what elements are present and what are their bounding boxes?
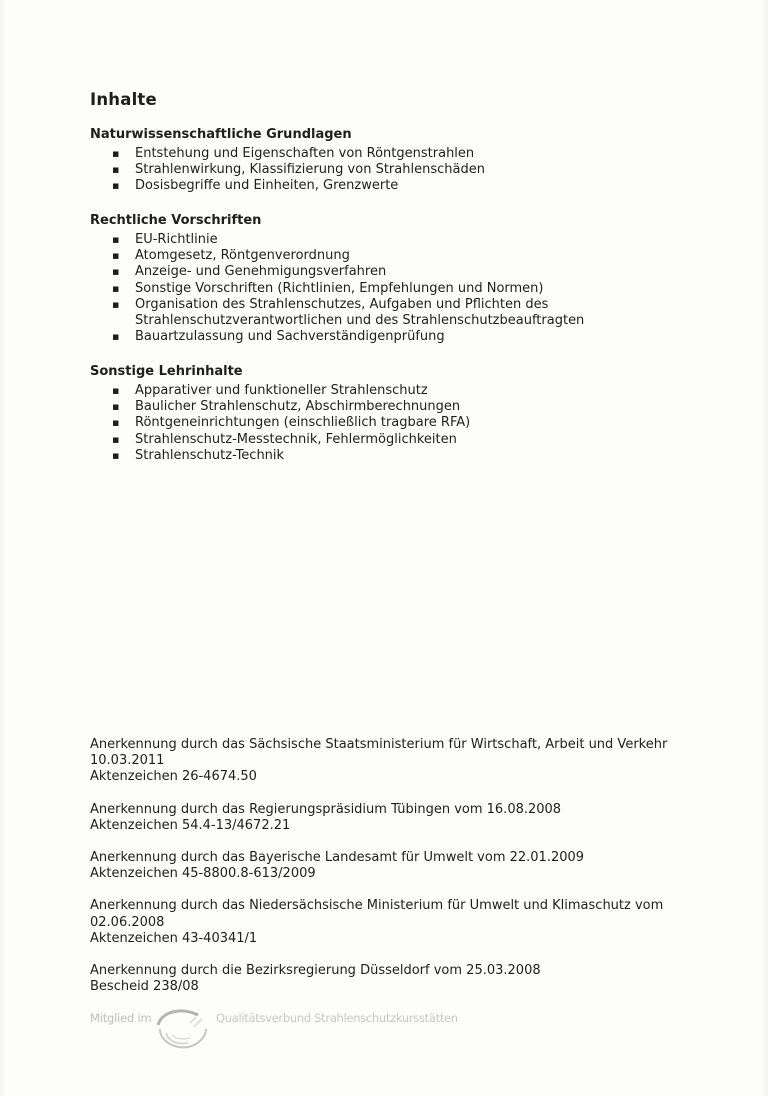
list-item-text: Bauartzulassung und Sachverständigenprüfung	[135, 329, 445, 345]
section-sonstige-lehrinhalte	[90, 364, 730, 464]
list-item-text: Sonstige Vorschriften (Richtlinien, Empfehlungen und Normen)	[135, 280, 544, 296]
list-item	[90, 146, 730, 162]
list-item-text: Organisation des Strahlenschutzes, Aufgaben und Pflichten des	[135, 296, 549, 312]
recognition-line: Aktenzeichen 26-4674.50	[90, 769, 257, 785]
list-item	[90, 383, 730, 399]
list-item	[90, 248, 730, 264]
page-title: Inhalte	[90, 90, 157, 109]
bullet-icon: ▪	[112, 384, 120, 397]
quality-association-logo-icon	[152, 1003, 214, 1051]
recognition-line: Anerkennung durch das Niedersächsische Ministerium für Umwelt und Klimaschutz vom	[90, 898, 664, 914]
membership-organization: Qualitätsverbund Strahlenschutzkursstätten	[216, 1011, 458, 1025]
bullet-icon: ▪	[112, 265, 120, 279]
recognition-line: Aktenzeichen 54.4-13/4672.21	[90, 817, 291, 833]
recognition-line: 02.06.2008	[90, 914, 165, 930]
bullet-icon: ▪	[112, 249, 120, 263]
bullet-icon: ▪	[112, 448, 120, 462]
list-item	[90, 162, 730, 178]
recognition-line: Anerkennung durch das Sächsische Staatsministerium für Wirtschaft, Arbeit und Verkehr	[90, 737, 668, 752]
recognition-line: Anerkennung durch die Bezirksregierung Düsseldorf vom 25.03.2008	[90, 963, 541, 979]
membership-footer	[90, 1003, 490, 1053]
list-item	[90, 232, 730, 248]
list-item	[90, 281, 730, 297]
list-item	[90, 329, 730, 345]
list-item-text: Strahlenschutz-Messtechnik, Fehlermöglichkeiten	[135, 431, 457, 447]
section-heading: Rechtliche Vorschriften	[90, 213, 262, 228]
bullet-icon: ▪	[112, 330, 120, 344]
list-item-text: Strahlenwirkung, Klassifizierung von Strahlenschäden	[135, 162, 485, 178]
bullet-icon: ▪	[112, 400, 120, 414]
recognitions	[90, 737, 730, 1011]
recognition-entry	[90, 737, 730, 786]
list-item-text: Röntgeneinrichtungen (einschließlich tragbare RFA)	[135, 415, 471, 431]
list-item	[90, 178, 730, 194]
recognition-line: Bescheid 238/08	[90, 979, 199, 995]
list-item-text: Anzeige- und Genehmigungsverfahren	[135, 264, 387, 280]
list-item-text: Strahlenschutz-Technik	[135, 447, 285, 463]
bullet-list	[90, 383, 730, 464]
recognition-line: Anerkennung durch das Regierungspräsidium Tübingen vom 16.08.2008	[90, 801, 562, 817]
bullet-icon: ▪	[112, 416, 120, 430]
list-item-text: Strahlenschutzverantwortlichen und des Strahlenschutzbeauftragten	[135, 313, 585, 329]
recognition-entry	[90, 898, 730, 947]
bullet-icon: ▪	[112, 281, 120, 295]
recognition-line: 10.03.2011	[90, 753, 165, 769]
bullet-icon: ▪	[112, 432, 120, 446]
recognition-entry	[90, 963, 730, 995]
bullet-icon: ▪	[112, 179, 120, 193]
bullet-icon: ▪	[112, 147, 120, 160]
list-item	[90, 297, 730, 313]
membership-prefix: Mitglied im	[90, 1011, 152, 1025]
bullet-icon: ▪	[112, 297, 120, 311]
list-item-continuation	[90, 313, 730, 329]
bullet-icon: ▪	[112, 163, 120, 177]
recognition-entry	[90, 850, 730, 882]
list-item	[90, 448, 730, 464]
section-naturwissenschaftliche-grundlagen	[90, 127, 730, 195]
list-item-text: EU-Richtlinie	[135, 232, 218, 247]
list-item	[90, 264, 730, 280]
list-item-text: Atomgesetz, Röntgenverordnung	[135, 248, 350, 264]
list-item	[90, 432, 730, 448]
list-item-text: Apparativer und funktioneller Strahlenschutz	[135, 383, 428, 398]
list-item	[90, 415, 730, 431]
list-item-text: Entstehung und Eigenschaften von Röntgenstrahlen	[135, 146, 475, 161]
recognition-line: Aktenzeichen 43-40341/1	[90, 930, 258, 946]
bullet-list	[90, 146, 730, 195]
recognition-line: Anerkennung durch das Bayerische Landesamt für Umwelt vom 22.01.2009	[90, 850, 585, 866]
list-item-text: Dosisbegriffe und Einheiten, Grenzwerte	[135, 178, 399, 194]
list-item-text: Baulicher Strahlenschutz, Abschirmberechnungen	[135, 399, 461, 415]
list-item	[90, 399, 730, 415]
bullet-icon: ▪	[112, 233, 120, 246]
section-heading: Naturwissenschaftliche Grundlagen	[90, 127, 352, 142]
recognition-line: Aktenzeichen 45-8800.8-613/2009	[90, 866, 316, 882]
recognition-entry	[90, 802, 730, 834]
section-rechtliche-vorschriften	[90, 213, 730, 345]
bullet-list	[90, 232, 730, 345]
section-heading: Sonstige Lehrinhalte	[90, 364, 243, 379]
